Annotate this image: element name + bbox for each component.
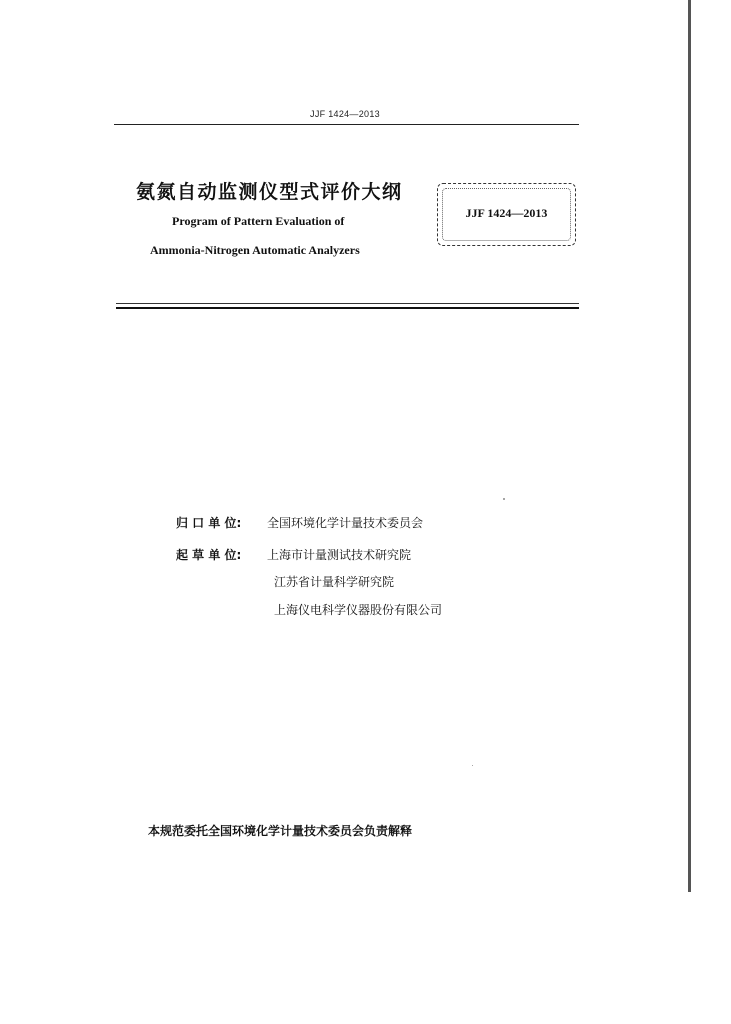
standard-code-box — [437, 183, 576, 246]
title-rule-thin — [116, 303, 579, 304]
scan-edge-line — [688, 0, 691, 892]
drafting-unit-row-3 — [274, 601, 442, 618]
title-english-line-2: Ammonia-Nitrogen Automatic Analyzers — [150, 243, 360, 257]
title-rule-thick — [116, 307, 579, 309]
title-chinese: 氨氮自动监测仪型式评价大纲 — [136, 181, 403, 203]
header-standard-code: JJF 1424—2013 — [310, 109, 380, 119]
drafting-unit-label: 起 草 单 位: — [176, 548, 242, 562]
responsible-unit-label: 归 口 单 位: — [176, 516, 242, 530]
drafting-unit-row — [176, 546, 411, 563]
drafting-unit-value-1: 上海市计量测试技术研究院 — [267, 548, 412, 562]
drafting-unit-row-2 — [274, 573, 394, 590]
responsible-unit-value: 全国环境化学计量技术委员会 — [267, 516, 424, 530]
interpretation-note: 本规范委托全国环境化学计量技术委员会负责解释 — [148, 824, 413, 838]
title-english-line-1: Program of Pattern Evaluation of — [172, 214, 345, 228]
drafting-unit-value-2: 江苏省计量科学研究院 — [274, 575, 395, 589]
code-box-label: JJF 1424—2013 — [465, 206, 548, 220]
responsible-unit-row — [176, 514, 423, 531]
drafting-unit-value-3: 上海仪电科学仪器股份有限公司 — [274, 603, 443, 617]
header-rule — [114, 124, 579, 125]
scan-speck — [472, 765, 473, 766]
scan-speck — [503, 498, 505, 500]
